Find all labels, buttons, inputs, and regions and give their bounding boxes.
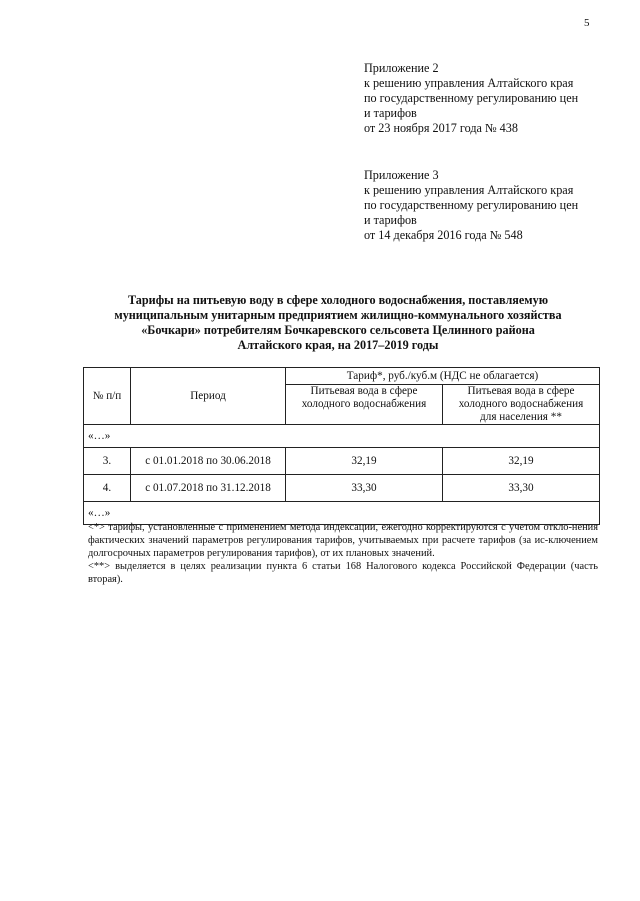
- header-period: Период: [131, 368, 286, 425]
- title-line: муниципальным унитарным предприятием жилищно-коммунального хозяйства: [114, 308, 562, 322]
- header-general-line: холодного водоснабжения: [301, 398, 427, 410]
- ellipsis-row-bottom: «…»: [84, 502, 600, 525]
- row-num: 4.: [84, 475, 131, 502]
- appendix-3-line: по государственному регулированию цен: [364, 198, 579, 212]
- footnote-2: <**> выделяется в целях реализации пункта 6 статьи 168 Налогового кодекса Российской Федерации (часть вторая).: [88, 561, 598, 585]
- appendix-3-line: от 14 декабря 2016 года № 548: [364, 228, 523, 242]
- appendix-2-line: Приложение 2: [364, 61, 439, 75]
- row-population: 33,30: [443, 475, 600, 502]
- header-general: [286, 385, 443, 425]
- row-general: 33,30: [286, 475, 443, 502]
- footnote-1: <*> тарифы, установленные с применением метода индексации, ежегодно корректируются с учетом откло-нения фактических значений параметров регулирования тарифов, учитываемых при расчете тарифов (за ис-ключением долгосрочных параметров регулирования тарифов), от их плановых значений.: [88, 522, 598, 559]
- row-general: 32,19: [286, 448, 443, 475]
- appendix-3-line: к решению управления Алтайского края: [364, 183, 574, 197]
- header-num: № п/п: [84, 368, 131, 425]
- table-row: [84, 475, 600, 502]
- appendix-2-line: и тарифов: [364, 106, 417, 120]
- appendix-2-block: [364, 61, 578, 136]
- title-line: «Бочкари» потребителям Бочкаревского сельсовета Целинного района: [141, 323, 535, 337]
- header-population: [443, 385, 600, 425]
- header-tariff-group: Тариф*, руб./куб.м (НДС не облагается): [286, 368, 600, 385]
- header-population-line: холодного водоснабжения: [458, 398, 584, 410]
- row-period: с 01.01.2018 по 30.06.2018: [131, 448, 286, 475]
- row-num: 3.: [84, 448, 131, 475]
- table-row: [84, 448, 600, 475]
- title-line: Алтайского края, на 2017–2019 годы: [237, 338, 439, 352]
- appendix-2-line: от 23 ноября 2017 года № 438: [364, 121, 518, 135]
- tariff-table: [83, 367, 600, 525]
- appendix-2-line: к решению управления Алтайского края: [364, 76, 574, 90]
- document-title: [88, 293, 588, 353]
- title-line: Тарифы на питьевую воду в сфере холодного водоснабжения, поставляемую: [127, 293, 549, 307]
- appendix-3-line: Приложение 3: [364, 168, 439, 182]
- row-population: 32,19: [443, 448, 600, 475]
- header-population-line: для населения **: [480, 411, 562, 423]
- header-general-line: Питьевая вода в сфере: [310, 385, 418, 397]
- appendix-3-block: [364, 168, 578, 243]
- header-population-line: Питьевая вода в сфере: [467, 385, 575, 397]
- ellipsis-row-top: «…»: [84, 425, 600, 448]
- footnotes: [88, 521, 598, 586]
- appendix-2-line: по государственному регулированию цен: [364, 91, 579, 105]
- appendix-3-line: и тарифов: [364, 213, 417, 227]
- page-number: 5: [584, 17, 590, 29]
- row-period: с 01.07.2018 по 31.12.2018: [131, 475, 286, 502]
